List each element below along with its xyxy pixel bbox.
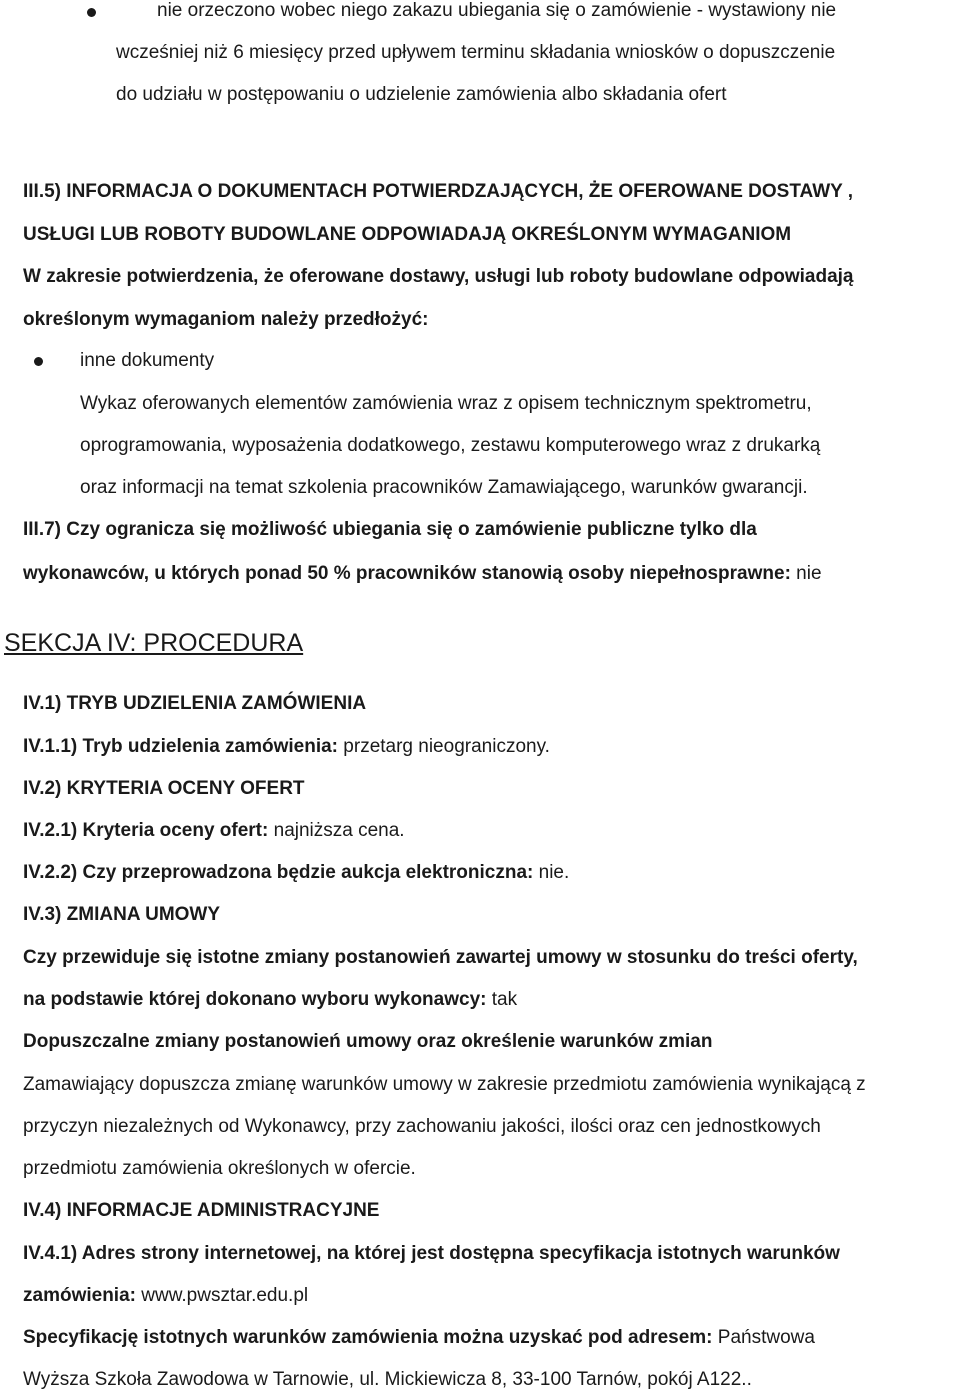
field-line (23, 1285, 308, 1307)
question-label: wykonawców, u których ponad 50 % pracowników stanowią osoby niepełnosprawne: (23, 563, 791, 584)
field-line (23, 736, 550, 758)
question-answer: nie (790, 563, 822, 584)
field-label: IV.1.1) Tryb udzielenia zamówienia: (23, 736, 339, 757)
paragraph-text: Wykaz oferowanych elementów zamówienia wraz z opisem technicznym spektrometru, (80, 393, 812, 414)
subsection-heading: IV.3) ZMIANA UMOWY (23, 904, 221, 925)
section-heading: USŁUGI LUB ROBOTY BUDOWLANE ODPOWIADAJĄ OKREŚLONYM WYMAGANIOM (23, 224, 792, 245)
field-label: zamówienia: (23, 1285, 136, 1306)
bullet-text-line: do udziału w postępowaniu o udzielenie zamówienia albo składania ofert (116, 84, 727, 105)
subsection-heading: IV.4) INFORMACJE ADMINISTRACYJNE (23, 1200, 380, 1221)
paragraph-heading: Dopuszczalne zmiany postanowień umowy oraz określenie warunków zmian (23, 1031, 713, 1052)
paragraph-text: oprogramowania, wyposażenia dodatkowego, zestawu komputerowego wraz z drukarką (80, 435, 821, 456)
subsection-heading: IV.1) TRYB UDZIELENIA ZAMÓWIENIA (23, 693, 367, 714)
paragraph-text: Zamawiający dopuszcza zmianę warunków umowy w zakresie przedmiotu zamówienia wynikającą z (23, 1074, 866, 1095)
section-heading: III.5) INFORMACJA O DOKUMENTACH POTWIERDZAJĄCYCH, ŻE OFEROWANE DOSTAWY , (23, 181, 854, 202)
field-line (23, 862, 569, 884)
question-label: na podstawie której dokonano wyboru wykonawcy: (23, 989, 487, 1010)
bullet-text-line: wcześniej niż 6 miesięcy przed upływem terminu składania wniosków o dopuszczenie (116, 42, 836, 63)
question-answer: tak (486, 989, 518, 1010)
bullet-text-line: nie orzeczono wobec niego zakazu ubiegania się o zamówienie - wystawiony nie (157, 0, 837, 21)
paragraph-text: przedmiotu zamówienia określonych w ofercie. (23, 1158, 416, 1179)
field-label: IV.2.2) Czy przeprowadzona będzie aukcja elektroniczna: (23, 862, 534, 883)
field-value: przetarg nieograniczony. (338, 736, 550, 757)
field-value: Państwowa (712, 1327, 815, 1348)
field-value: najniższa cena. (268, 820, 405, 841)
field-value: nie. (533, 862, 570, 883)
address-text: Wyższa Szkoła Zawodowa w Tarnowie, ul. Mickiewicza 8, 33-100 Tarnów, pokój A122.. (23, 1369, 752, 1390)
question-text: III.7) Czy ogranicza się możliwość ubiegania się o zamówienie publiczne tylko dla (23, 519, 757, 540)
bullet-text: inne dokumenty (80, 350, 215, 371)
bullet-dot (34, 357, 43, 366)
paragraph-text: przyczyn niezależnych od Wykonawcy, przy zachowaniu jakości, ilości oraz cen jednostkowych (23, 1116, 821, 1137)
field-label: Specyfikację istotnych warunków zamówienia można uzyskać pod adresem: (23, 1327, 713, 1348)
bullet-dot (87, 8, 96, 17)
paragraph-bold: określonym wymaganiom należy przedłożyć: (23, 309, 429, 330)
section-title: SEKCJA IV: PROCEDURA (4, 629, 304, 657)
field-label: IV.2.1) Kryteria oceny ofert: (23, 820, 269, 841)
question-line (23, 989, 517, 1011)
website-link[interactable]: www.pwsztar.edu.pl (135, 1285, 309, 1306)
field-line (23, 1327, 815, 1349)
field-label: IV.4.1) Adres strony internetowej, na której jest dostępna specyfikacja istotnych warunków (23, 1243, 840, 1264)
paragraph-bold: W zakresie potwierdzenia, że oferowane dostawy, usługi lub roboty budowlane odpowiadają (23, 266, 854, 287)
paragraph-text: oraz informacji na temat szkolenia pracowników Zamawiającego, warunków gwarancji. (80, 477, 808, 498)
question-text: Czy przewiduje się istotne zmiany postanowień zawartej umowy w stosunku do treści oferty, (23, 947, 858, 968)
field-line (23, 820, 405, 842)
question-line (23, 563, 822, 585)
subsection-heading: IV.2) KRYTERIA OCENY OFERT (23, 778, 305, 799)
